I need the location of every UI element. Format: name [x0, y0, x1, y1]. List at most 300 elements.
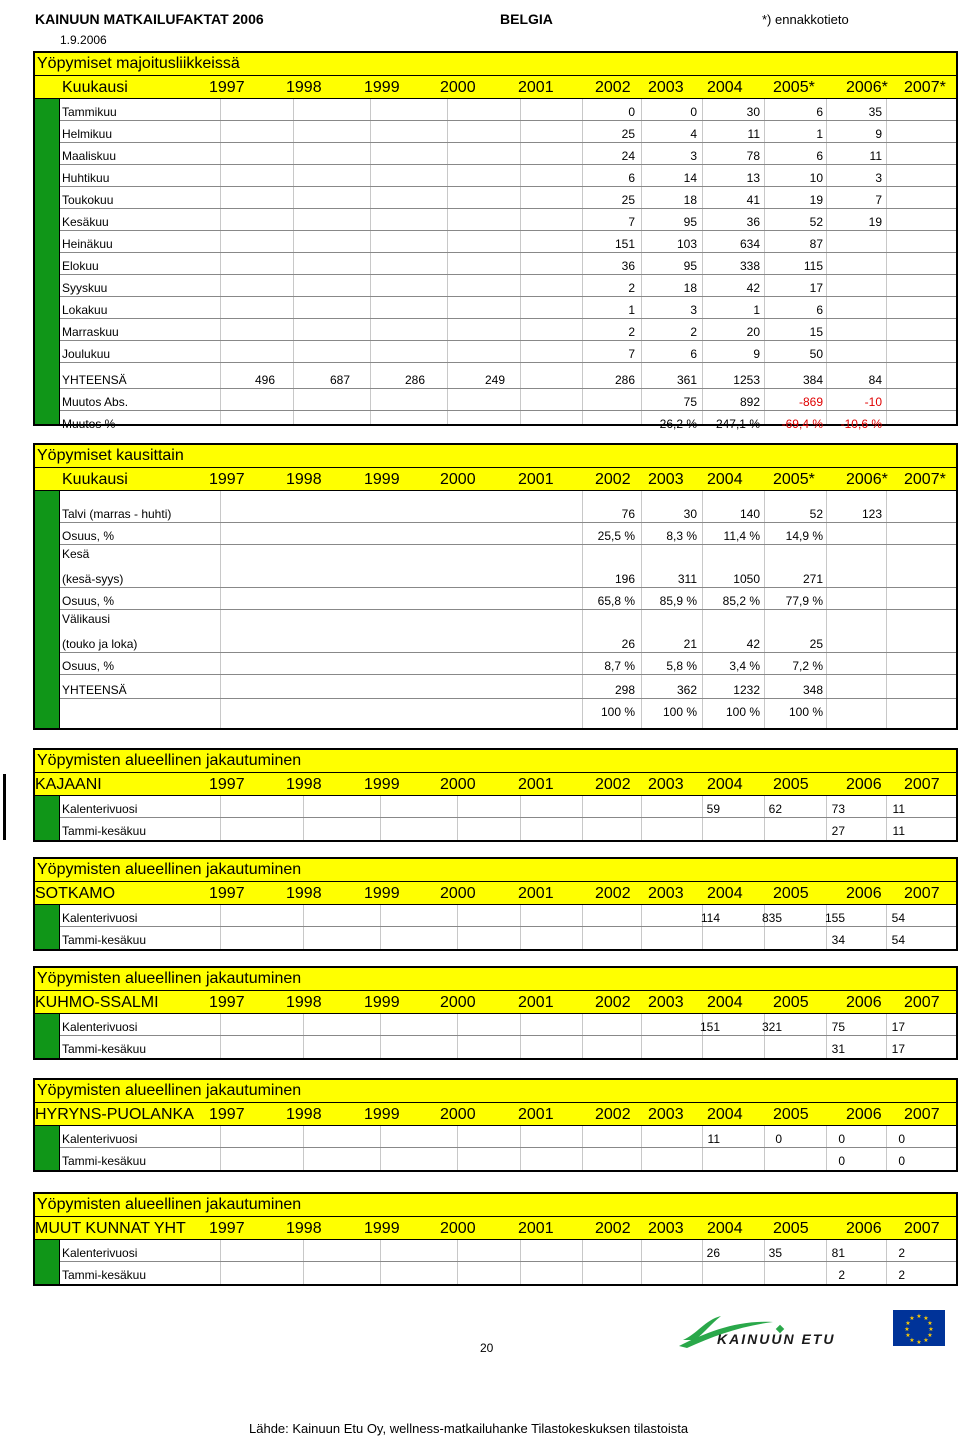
year-column-header: 2000 — [440, 471, 476, 488]
value-cell: 54 — [891, 911, 905, 925]
value-cell: 85,9 % — [659, 594, 697, 608]
value-cell: 311 — [677, 572, 697, 586]
value-cell: 76 — [621, 507, 635, 521]
value-cell: 62 — [768, 802, 782, 816]
regional-section-title: Yöpymisten alueellinen jakautuminen — [35, 1080, 956, 1102]
value-cell: 95 — [683, 259, 697, 273]
table-row — [60, 365, 956, 389]
table-row — [60, 319, 956, 341]
value-cell: 20 — [746, 325, 760, 339]
value-cell: 95 — [683, 215, 697, 229]
preliminary-note: *) ennakkotieto — [762, 12, 849, 27]
value-cell: 21 — [683, 637, 697, 651]
regional-section-title: Yöpymisten alueellinen jakautuminen — [35, 750, 956, 772]
value-cell: 54 — [891, 933, 905, 947]
value-cell: 17 — [891, 1020, 905, 1034]
year-column-header: 1997 — [209, 885, 245, 902]
row-label: Osuus, % — [62, 659, 115, 673]
svg-text:★: ★ — [927, 1332, 933, 1339]
regional-section — [33, 966, 958, 1060]
year-column-header: 2001 — [518, 471, 554, 488]
value-cell: 9 — [875, 127, 882, 141]
value-cell: 286 — [404, 373, 425, 387]
table-row — [60, 165, 956, 187]
year-column-header: 1999 — [364, 79, 400, 96]
value-cell: 41 — [746, 193, 760, 207]
table-row — [60, 1148, 956, 1170]
value-cell: 0 — [628, 105, 635, 119]
value-cell: 835 — [761, 911, 782, 925]
green-side-bar — [35, 491, 60, 728]
year-column-header: 2000 — [440, 1220, 476, 1237]
row-label: Lokakuu — [62, 303, 108, 317]
row-label: Elokuu — [62, 259, 99, 273]
year-column-header: 2005 — [773, 1220, 809, 1237]
table-row — [60, 121, 956, 143]
year-column-header: 2001 — [518, 1220, 554, 1237]
year-column-header: 2001 — [518, 1106, 554, 1123]
row-label: Kesä — [62, 547, 90, 561]
value-cell: 10 — [809, 171, 823, 185]
year-column-header: 2004 — [707, 1220, 743, 1237]
value-cell: 9 — [753, 347, 760, 361]
year-column-header: 2001 — [518, 994, 554, 1011]
eu-flag-logo — [893, 1310, 945, 1346]
table-row — [60, 588, 956, 610]
value-cell: 52 — [809, 215, 823, 229]
green-side-bar — [35, 796, 60, 840]
svg-text:★: ★ — [909, 1315, 915, 1322]
svg-text:★: ★ — [927, 1320, 933, 1327]
value-cell: 0 — [898, 1154, 905, 1168]
value-cell: 6 — [816, 105, 823, 119]
value-cell: 6 — [690, 347, 697, 361]
year-column-header: 2006* — [846, 471, 888, 488]
value-cell: 384 — [802, 373, 823, 387]
value-cell: 140 — [739, 507, 760, 521]
value-cell: 0 — [690, 105, 697, 119]
year-column-header: 2006 — [846, 776, 882, 793]
year-column-header: 1999 — [364, 1106, 400, 1123]
value-cell: 26,2 % — [659, 417, 697, 431]
value-cell: 18 — [683, 281, 697, 295]
value-cell: 35 — [768, 1246, 782, 1260]
row-label: Kalenterivuosi — [62, 802, 138, 816]
value-cell: 151 — [699, 1020, 720, 1034]
year-column-header: 1998 — [286, 79, 322, 96]
regional-section-title: Yöpymisten alueellinen jakautuminen — [35, 968, 956, 990]
value-cell: 17 — [891, 1042, 905, 1056]
kainuun-etu-logo — [677, 1306, 877, 1354]
table-row — [60, 501, 956, 523]
row-label: Toukokuu — [62, 193, 114, 207]
value-cell: 361 — [676, 373, 697, 387]
year-column-header: 2004 — [707, 776, 743, 793]
value-cell: 42 — [746, 281, 760, 295]
regional-header-row — [35, 990, 956, 1014]
year-column-header: 2000 — [440, 776, 476, 793]
value-cell: 103 — [676, 237, 697, 251]
value-cell: 14 — [683, 171, 697, 185]
value-cell: 13 — [746, 171, 760, 185]
value-cell: 496 — [254, 373, 275, 387]
region-name: HYRYNS-PUOLANKA — [35, 1106, 194, 1123]
row-label: Kalenterivuosi — [62, 1132, 138, 1146]
year-column-header: 2001 — [518, 885, 554, 902]
value-cell: 155 — [824, 911, 845, 925]
year-column-header: 2004 — [707, 885, 743, 902]
value-cell: 286 — [614, 373, 635, 387]
year-column-header: 2001 — [518, 776, 554, 793]
value-cell: 11 — [747, 127, 760, 141]
value-cell: 7 — [875, 193, 882, 207]
value-cell: 100 % — [725, 705, 760, 719]
row-label: Helmikuu — [62, 127, 113, 141]
value-cell: 75 — [831, 1020, 845, 1034]
year-column-header: 2006* — [846, 79, 888, 96]
value-cell: 11 — [892, 802, 905, 816]
value-cell: 3,4 % — [729, 659, 760, 673]
value-cell: 115 — [803, 259, 823, 273]
year-column-header: 2002 — [595, 1220, 631, 1237]
row-label: Tammi-kesäkuu — [62, 1154, 147, 1168]
year-column-header: 1999 — [364, 776, 400, 793]
year-column-header: 2000 — [440, 885, 476, 902]
row-label: Syyskuu — [62, 281, 108, 295]
svg-text:★: ★ — [905, 1320, 911, 1327]
row-label-secondary: (touko ja loka) — [62, 637, 138, 651]
value-cell: 6 — [628, 171, 635, 185]
value-cell: 2 — [898, 1246, 905, 1260]
value-cell: 19 — [809, 193, 823, 207]
year-column-header: 1997 — [209, 994, 245, 1011]
value-cell: -69,4 % — [781, 417, 823, 431]
row-label: Muutos Abs. — [62, 395, 129, 409]
value-cell: 0 — [838, 1154, 845, 1168]
value-cell: 59 — [706, 802, 720, 816]
regional-grid — [35, 796, 956, 840]
table-row — [60, 523, 956, 545]
table-row — [60, 653, 956, 675]
value-cell: 0 — [898, 1132, 905, 1146]
table-row — [60, 341, 956, 363]
column-header-label: Kuukausi — [62, 471, 128, 488]
regional-section — [33, 857, 958, 951]
row-label: YHTEENSÄ — [62, 683, 127, 697]
year-column-header: 2005* — [773, 79, 815, 96]
value-cell: 6 — [816, 303, 823, 317]
report-date: 1.9.2006 — [60, 33, 107, 47]
value-cell: 18 — [683, 193, 697, 207]
value-cell: 30 — [683, 507, 697, 521]
year-column-header: 1997 — [209, 471, 245, 488]
year-column-header: 2002 — [595, 1106, 631, 1123]
year-column-header: 2005* — [773, 471, 815, 488]
table-row — [60, 275, 956, 297]
table-row — [60, 1240, 956, 1262]
year-column-header: 2007 — [904, 776, 940, 793]
regional-grid — [35, 1126, 956, 1170]
value-cell: 1050 — [733, 572, 760, 586]
seasonal-overnights-section — [33, 443, 958, 730]
year-column-header: 2002 — [595, 79, 631, 96]
green-side-bar — [35, 1014, 60, 1058]
year-column-header: 2004 — [707, 471, 743, 488]
value-cell: 1 — [628, 303, 635, 317]
monthly-section-title: Yöpymiset majoitusliikkeissä — [35, 53, 956, 75]
value-cell: 65,8 % — [597, 594, 635, 608]
row-label: Tammi-kesäkuu — [62, 933, 147, 947]
svg-text:★: ★ — [923, 1315, 929, 1322]
table-row — [60, 675, 956, 699]
table-row — [60, 187, 956, 209]
value-cell: 0 — [838, 1132, 845, 1146]
table-row — [60, 1014, 956, 1036]
value-cell: 50 — [809, 347, 823, 361]
source-note: Lähde: Kainuun Etu Oy, wellness-matkailuhanke Tilastokeskuksen tilastoista — [249, 1421, 689, 1436]
value-cell: 892 — [739, 395, 760, 409]
value-cell: 0 — [775, 1132, 782, 1146]
year-column-header: 2007* — [904, 79, 946, 96]
table-row — [60, 545, 956, 588]
table-row — [60, 927, 956, 949]
table-row — [60, 818, 956, 840]
row-label: Huhtikuu — [62, 171, 110, 185]
value-cell: 151 — [614, 237, 635, 251]
row-label: Välikausi — [62, 612, 111, 626]
year-column-header: 2003 — [648, 885, 684, 902]
value-cell: 5,8 % — [666, 659, 697, 673]
value-cell: 15 — [809, 325, 823, 339]
green-side-bar — [35, 1126, 60, 1170]
value-cell: 2 — [690, 325, 697, 339]
value-cell: 1253 — [733, 373, 760, 387]
year-column-header: 2007 — [904, 1220, 940, 1237]
value-cell: 2 — [628, 281, 635, 295]
value-cell: 19 — [868, 215, 882, 229]
regional-header-row — [35, 1216, 956, 1240]
value-cell: 75 — [683, 395, 697, 409]
row-label: Tammi-kesäkuu — [62, 824, 147, 838]
value-cell: 11 — [707, 1132, 720, 1146]
region-name: MUUT KUNNAT YHT — [35, 1220, 186, 1237]
svg-text:★: ★ — [923, 1337, 929, 1344]
year-column-header: 2005 — [773, 885, 809, 902]
year-column-header: 2002 — [595, 776, 631, 793]
year-column-header: 2005 — [773, 776, 809, 793]
value-cell: 25 — [809, 637, 823, 651]
svg-text:★: ★ — [916, 1339, 922, 1346]
value-cell: 3 — [690, 149, 697, 163]
year-column-header: 2006 — [846, 885, 882, 902]
year-column-header: 2006 — [846, 1106, 882, 1123]
value-cell: 348 — [802, 683, 823, 697]
value-cell: 73 — [831, 802, 845, 816]
value-cell: 30 — [746, 105, 760, 119]
regional-section-title: Yöpymisten alueellinen jakautuminen — [35, 1194, 956, 1216]
seasonal-header-row — [35, 467, 956, 491]
value-cell: 14,9 % — [785, 529, 823, 543]
margin-marker — [3, 774, 6, 840]
value-cell: 6 — [816, 149, 823, 163]
year-column-header: 1997 — [209, 1106, 245, 1123]
value-cell: 271 — [802, 572, 823, 586]
value-cell: 100 % — [600, 705, 635, 719]
year-column-header: 1999 — [364, 885, 400, 902]
row-label: Kalenterivuosi — [62, 911, 138, 925]
row-label: Kalenterivuosi — [62, 1246, 138, 1260]
regional-header-row — [35, 881, 956, 905]
value-cell: 24 — [621, 149, 635, 163]
value-cell: 196 — [614, 572, 635, 586]
value-cell: 687 — [329, 373, 350, 387]
regional-section — [33, 1078, 958, 1172]
table-row — [60, 297, 956, 319]
value-cell: 27 — [831, 824, 845, 838]
table-row — [60, 99, 956, 121]
year-column-header: 2000 — [440, 79, 476, 96]
year-column-header: 2002 — [595, 471, 631, 488]
year-column-header: 2003 — [648, 79, 684, 96]
row-label-secondary: (kesä-syys) — [62, 572, 124, 586]
value-cell: 81 — [831, 1246, 845, 1260]
year-column-header: 2007* — [904, 471, 946, 488]
region-name: KUHMO-SSALMI — [35, 994, 159, 1011]
value-cell: 31 — [831, 1042, 845, 1056]
year-column-header: 2007 — [904, 1106, 940, 1123]
value-cell: 362 — [676, 683, 697, 697]
value-cell: 42 — [746, 637, 760, 651]
monthly-overnights-section — [33, 51, 958, 431]
page-number: 20 — [480, 1341, 494, 1355]
row-label: Marraskuu — [62, 325, 119, 339]
svg-text:KAINUUN ETU: KAINUUN ETU — [717, 1331, 836, 1347]
value-cell: 338 — [739, 259, 760, 273]
year-column-header: 1999 — [364, 1220, 400, 1237]
svg-text:★: ★ — [905, 1332, 911, 1339]
value-cell: 7 — [628, 215, 635, 229]
row-label: Osuus, % — [62, 594, 115, 608]
value-cell: 11 — [892, 824, 905, 838]
value-cell: 84 — [868, 373, 882, 387]
year-column-header: 2004 — [707, 1106, 743, 1123]
row-label: Tammi-kesäkuu — [62, 1268, 147, 1282]
value-cell: 2 — [628, 325, 635, 339]
year-column-header: 1999 — [364, 471, 400, 488]
table-row — [60, 143, 956, 165]
year-column-header: 2001 — [518, 79, 554, 96]
value-cell: 25 — [621, 127, 635, 141]
value-cell: 2 — [838, 1268, 845, 1282]
value-cell: 4 — [690, 127, 697, 141]
year-column-header: 2003 — [648, 1220, 684, 1237]
value-cell: 114 — [700, 911, 720, 925]
table-row — [60, 610, 956, 653]
row-label: Tammi-kesäkuu — [62, 1042, 147, 1056]
year-column-header: 2004 — [707, 79, 743, 96]
value-cell: 78 — [746, 149, 760, 163]
regional-header-row — [35, 1102, 956, 1126]
regional-section — [33, 748, 958, 842]
year-column-header: 1998 — [286, 1220, 322, 1237]
country-label: BELGIA — [500, 11, 553, 27]
svg-text:★: ★ — [928, 1326, 934, 1333]
value-cell: 3 — [690, 303, 697, 317]
value-cell: 7,2 % — [792, 659, 823, 673]
value-cell: 87 — [809, 237, 823, 251]
region-name: SOTKAMO — [35, 885, 116, 902]
regional-grid — [35, 1240, 956, 1284]
value-cell: 11,4 % — [723, 529, 760, 543]
value-cell: 321 — [761, 1020, 782, 1034]
report-title: KAINUUN MATKAILUFAKTAT 2006 — [35, 11, 264, 27]
table-row — [60, 699, 956, 721]
value-cell: 8,7 % — [604, 659, 635, 673]
table-row — [60, 905, 956, 927]
table-row — [60, 796, 956, 818]
value-cell: 634 — [739, 237, 760, 251]
value-cell: 7 — [628, 347, 635, 361]
value-cell: 34 — [831, 933, 845, 947]
year-column-header: 2002 — [595, 885, 631, 902]
green-side-bar — [35, 905, 60, 949]
value-cell: 26 — [706, 1246, 720, 1260]
value-cell: 1 — [816, 127, 823, 141]
year-column-header: 2005 — [773, 994, 809, 1011]
regional-header-row — [35, 772, 956, 796]
year-column-header: 1998 — [286, 776, 322, 793]
year-column-header: 1998 — [286, 885, 322, 902]
svg-text:★: ★ — [904, 1326, 910, 1333]
year-column-header: 2003 — [648, 994, 684, 1011]
value-cell: 1232 — [733, 683, 760, 697]
year-column-header: 2003 — [648, 1106, 684, 1123]
row-label: Joulukuu — [62, 347, 111, 361]
seasonal-section-title: Yöpymiset kausittain — [35, 445, 956, 467]
value-cell: 249 — [484, 373, 505, 387]
year-column-header: 1998 — [286, 994, 322, 1011]
value-cell: 25,5 % — [597, 529, 635, 543]
year-column-header: 2000 — [440, 994, 476, 1011]
row-label: Osuus, % — [62, 529, 115, 543]
value-cell: 36 — [621, 259, 635, 273]
value-cell: 52 — [809, 507, 823, 521]
value-cell: 17 — [809, 281, 823, 295]
value-cell: 36 — [746, 215, 760, 229]
value-cell: 11 — [869, 149, 882, 163]
value-cell: 25 — [621, 193, 635, 207]
table-row — [60, 1036, 956, 1058]
year-column-header: 2007 — [904, 994, 940, 1011]
value-cell: 35 — [868, 105, 882, 119]
year-column-header: 1999 — [364, 994, 400, 1011]
table-row — [60, 253, 956, 275]
region-name: KAJAANI — [35, 776, 102, 793]
table-row — [60, 411, 956, 433]
row-label: Muutos % — [62, 417, 116, 431]
value-cell: -10 — [864, 395, 882, 409]
regional-section — [33, 1192, 958, 1286]
year-column-header: 1997 — [209, 79, 245, 96]
row-label: YHTEENSÄ — [62, 373, 127, 387]
table-row — [60, 1126, 956, 1148]
value-cell: 298 — [614, 683, 635, 697]
row-label: Kesäkuu — [62, 215, 109, 229]
row-label: Heinäkuu — [62, 237, 113, 251]
value-cell: 26 — [621, 637, 635, 651]
year-column-header: 2003 — [648, 776, 684, 793]
regional-section-title: Yöpymisten alueellinen jakautuminen — [35, 859, 956, 881]
